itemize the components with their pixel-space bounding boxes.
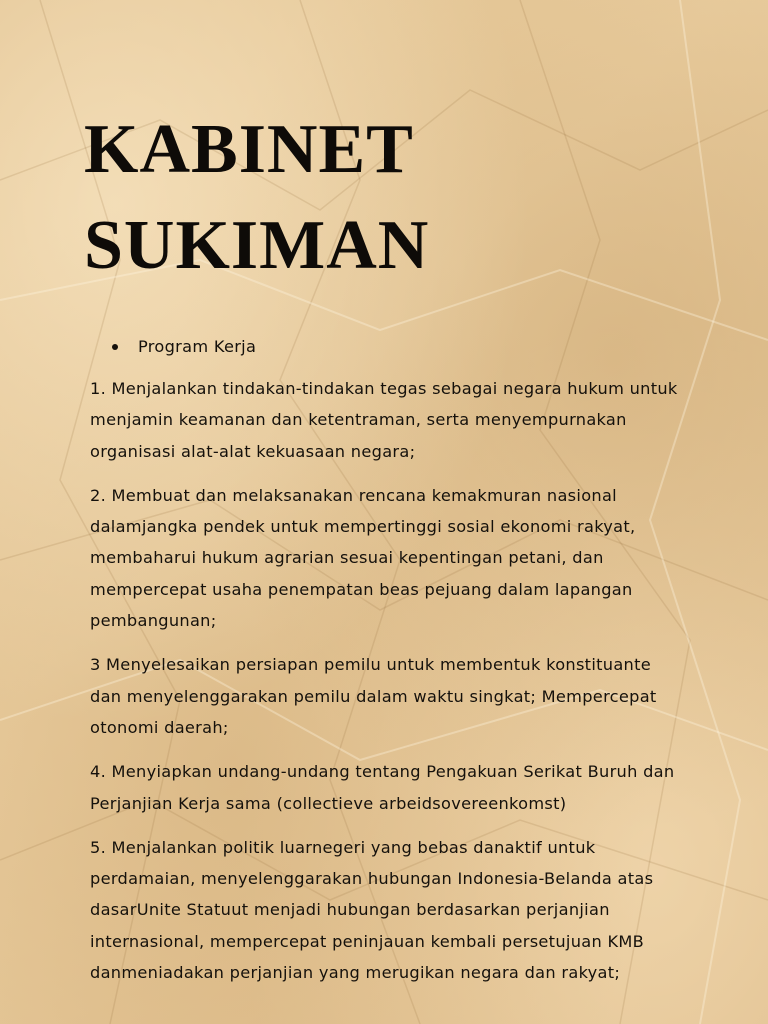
title-line-1: KABINET [84,111,414,188]
section-heading: Program Kerja [138,337,257,356]
bullet-dot-icon [112,344,118,350]
program-item-2: 2. Membuat dan melaksanakan rencana kemakmuran nasional dalamjangka pendek untuk mempertinggi sosial ekonomi rakyat, membaharui hukum agrarian sesuai kepentingan petani, dan mempercepat usaha penempatan beas pejuang dalam lapangan pembangunan; [90,485,636,631]
document-body [90,334,680,1001]
program-item-1: 1. Menjalankan tindakan-tindakan tegas sebagai negara hukum untuk menjamin keamanan dan ketentraman, serta menyempurnakan organisasi alat-alat kekuasaan negara; [90,379,678,461]
section-bullet [112,334,680,360]
program-item-5: 5. Menjalankan politik luarnegeri yang bebas danaktif untuk perdamaian, menyelenggarakan hubungan Indonesia-Belanda atas dasarUnite Statuut menjadi hubungan berdasarkan perjanjian internasional, mempercepat peninjauan kembali persetujuan KMB danmeniadakan perjanjian yang merugikan negara dan rakyat; [90,837,654,983]
document-title [84,102,429,294]
program-item-4: 4. Menyiapkan undang-undang tentang Pengakuan Serikat Buruh dan Perjanjian Kerja sama (collectieve arbeidsovereenkomst) [90,762,675,813]
program-item-3: 3 Menyelesaikan persiapan pemilu untuk membentuk konstituante dan menyelenggarakan pemilu dalam waktu singkat; Mempercepat otonomi daerah; [90,655,657,737]
title-line-2: SUKIMAN [84,207,430,284]
